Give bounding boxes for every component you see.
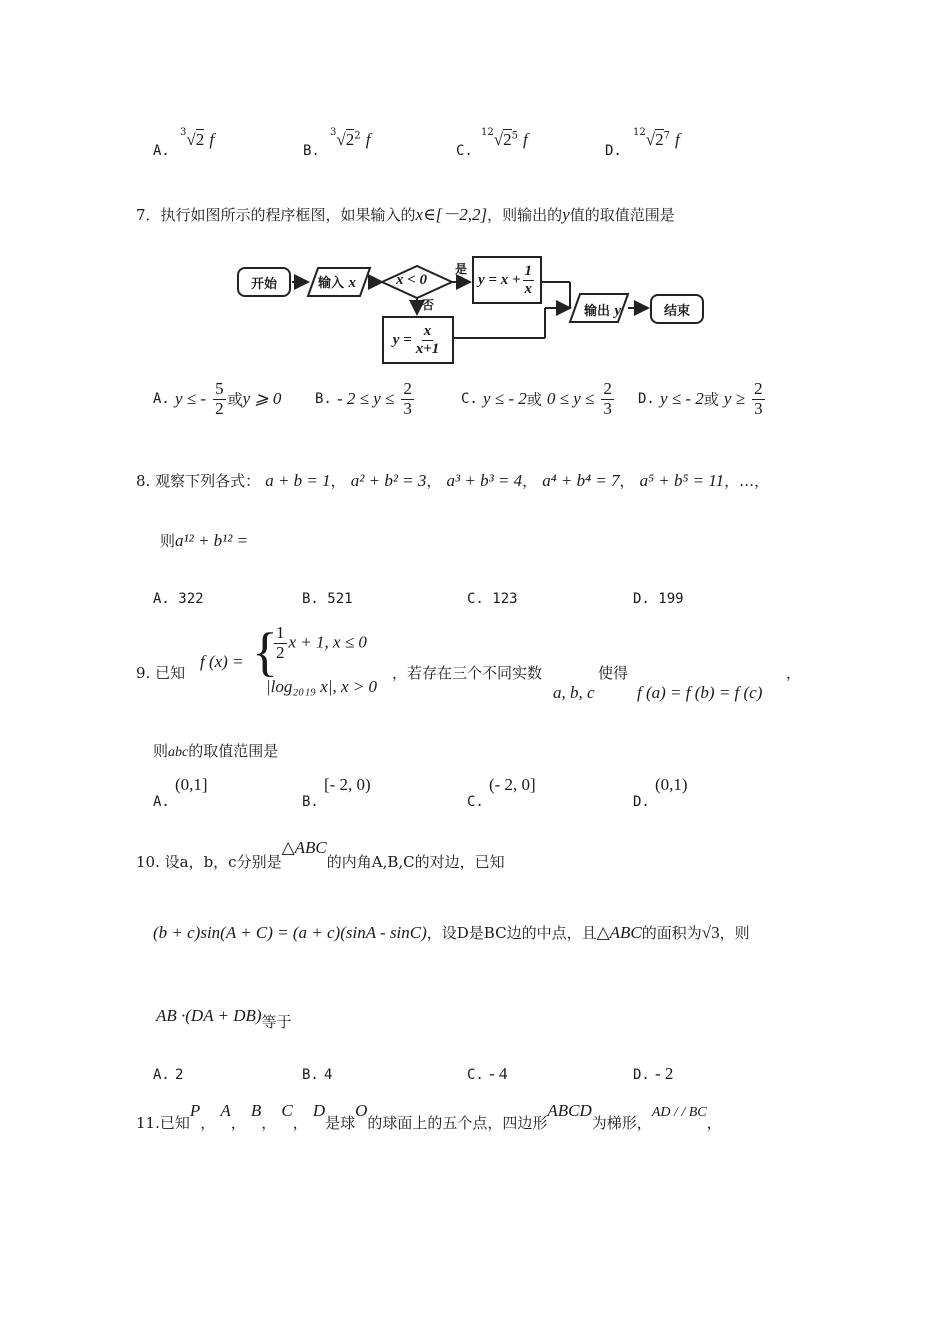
flow-start: 开始 bbox=[237, 267, 291, 297]
q9-then: 则abc的取值范围是 bbox=[153, 742, 279, 760]
q9-option-b[interactable]: B. [- 2, 0) bbox=[302, 775, 371, 810]
q6-option-d[interactable]: D. bbox=[605, 143, 622, 159]
q9-option-d[interactable]: D. (0,1) bbox=[633, 775, 688, 810]
q9-option-a[interactable]: A. (0,1] bbox=[153, 775, 208, 810]
q6-option-a-expr: $^3$√2 f bbox=[180, 126, 215, 149]
q9-comma: ， bbox=[786, 664, 802, 682]
q9-brace: { bbox=[252, 622, 278, 682]
q10-option-c[interactable]: C. - 4 bbox=[467, 1064, 508, 1083]
q6-option-c-expr: $^{12}√2^5$ f bbox=[481, 126, 528, 149]
q6-option-c[interactable]: C. bbox=[456, 143, 473, 159]
q7-option-b[interactable]: B. - 2 ≤ y ≤ $\frac{2}{3}$ bbox=[315, 379, 412, 418]
flow-no-process: y = $\frac{x}{x+1}$ bbox=[382, 316, 454, 364]
q8-option-a[interactable]: A. 322 bbox=[153, 591, 204, 607]
q7-option-a[interactable]: A. y ≤ - $\frac{5}{2}$ 或y ⩾ 0 bbox=[153, 379, 282, 418]
q10-option-d[interactable]: D. - 2 bbox=[633, 1064, 674, 1083]
flow-output: 输出 y bbox=[584, 303, 622, 319]
q9-mid: ，若存在三个不同实数 bbox=[392, 664, 543, 682]
q8-option-d[interactable]: D. 199 bbox=[633, 591, 684, 607]
q11-stem: 11.已知P， A， B， C， D是球O的球面上的五个点，四边形ABCD为梯形，AD / / BC， bbox=[136, 1101, 722, 1132]
q8-then: 则a¹² + b¹² = bbox=[160, 531, 249, 550]
q8-option-c[interactable]: C. 123 bbox=[467, 591, 518, 607]
q6-option-b-expr: $^3√2^2$ f bbox=[330, 126, 371, 149]
q10-condition: (b + c)sin(A + C) = (a + c)(sinA - sinC)，设D是BC边的中点，且△ABC的面积为√3，则 bbox=[153, 923, 750, 942]
flow-condition: x < 0 bbox=[396, 272, 428, 288]
flow-input: 输入 x bbox=[318, 275, 357, 291]
q8-option-b[interactable]: B. 521 bbox=[302, 591, 353, 607]
q8-stem: 8. 观察下列各式： a + b = 1， a² + b² = 3， a³ + b³ = 4， a⁴ + b⁴ = 7， a⁵ + b⁵ = 11，…， bbox=[136, 471, 770, 490]
q10-option-a[interactable]: A. 2 bbox=[153, 1067, 184, 1083]
q9-stem-prefix: 9. 已知 bbox=[136, 664, 186, 682]
q9-piece-2: |log₂₀₁₉ x|, x > 0 bbox=[266, 677, 378, 696]
q6-option-b[interactable]: B. bbox=[303, 143, 320, 159]
flow-no-label: 否 bbox=[422, 298, 435, 312]
flow-yes-process: y = x + $\frac{1}{x}$ bbox=[472, 256, 542, 304]
q7-option-d[interactable]: D. y ≤ - 2或 y ≥ $\frac{2}{3}$ bbox=[638, 379, 763, 418]
flow-end: 结束 bbox=[650, 294, 704, 324]
q9-vars: a, b, c bbox=[553, 683, 595, 702]
q10-ask: AB ·(DA + DB)等于 bbox=[156, 1006, 292, 1031]
q9-function: f (x) = bbox=[200, 652, 244, 671]
q7-option-c[interactable]: C. y ≤ - 2或 0 ≤ y ≤ $\frac{2}{3}$ bbox=[461, 379, 612, 418]
q6-option-d-expr: $^{12}√2^7$ f bbox=[633, 126, 680, 149]
flow-yes-label: 是 bbox=[455, 262, 468, 276]
q9-equation: f (a) = f (b) = f (c) bbox=[637, 683, 763, 702]
q10-stem: 10. 设a，b，c分别是△ABC的内角A,B,C的对边，已知 bbox=[136, 838, 505, 871]
q9-option-c[interactable]: C. (- 2, 0] bbox=[467, 775, 536, 810]
q7-stem: 7．执行如图所示的程序框图，如果输入的x∈[－2,2]，则输出的y值的取值范围是 bbox=[136, 205, 675, 224]
q6-option-a[interactable]: A. bbox=[153, 143, 170, 159]
q9-make: 使得 bbox=[598, 664, 629, 682]
q10-option-b[interactable]: B. 4 bbox=[302, 1067, 333, 1083]
q9-piece-1: $\frac{1}{2}$ x + 1, x ≤ 0 bbox=[276, 623, 367, 662]
